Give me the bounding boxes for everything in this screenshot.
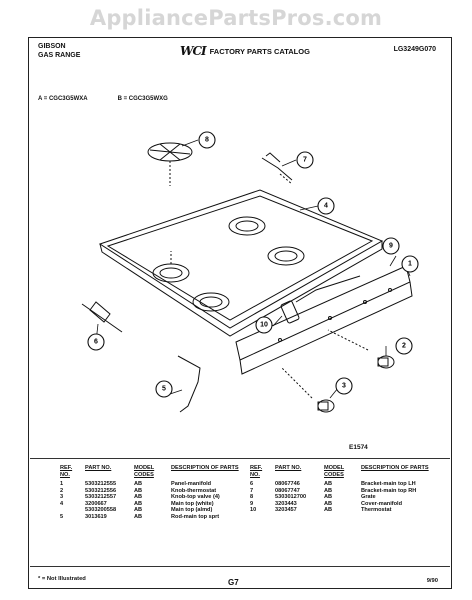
col-part: PART NO. [275,465,302,471]
cell-part: 3200667 [85,500,107,507]
table-row [60,488,242,495]
table-row [60,501,242,508]
cell-desc: Grate [361,494,376,501]
table-row [60,507,242,514]
cell-desc: Bracket-main top RH [361,487,417,494]
bracket-rh-drawing [262,153,292,184]
cell-model: AB [324,487,333,494]
callout-1-label: 1 [408,260,412,268]
cell-model: AB [134,507,143,514]
callout-8-label: 8 [205,136,209,144]
col-model: MODEL CODES [134,465,155,478]
callout-8 [199,132,215,148]
exploded-parts-diagram [30,106,440,446]
cell-ref: 5 [60,513,64,520]
watermark: AppliancePartsPros.com [89,6,383,30]
table-row [250,507,432,514]
cell-part: 5303012700 [275,494,307,501]
callout-4-label: 4 [324,202,328,210]
callout-9 [383,238,399,254]
catalog-title: FACTORY PARTS CATALOG [209,46,310,56]
cell-ref: 10 [250,507,257,514]
table-row [250,494,432,501]
rod-drawing [178,356,200,412]
col-desc: DESCRIPTION OF PARTS [171,465,239,471]
callout-1 [402,256,418,272]
cell-part: 08067747 [275,487,300,494]
table-row [60,481,242,488]
cell-ref: 2 [60,487,64,494]
cell-desc: Bracket-main top LH [361,481,416,487]
document-number: LG3249G070 [393,46,436,53]
cell-part: 3203443 [275,500,297,507]
col-model: MODEL CODES [324,465,345,478]
callout-10 [256,317,272,333]
model-legend [38,96,168,102]
table-row [250,481,432,488]
cell-part: 5303212556 [85,487,117,494]
callout-6 [88,334,104,350]
brand-block [38,42,80,60]
table-row [60,494,242,501]
col-ref: REF. NO. [250,465,263,478]
callout-2 [396,338,412,354]
cell-ref: 4 [60,500,64,507]
cell-ref: 6 [250,481,254,487]
footnote: * = Not Illustrated [38,576,86,582]
cell-model: AB [134,513,143,520]
table-row [250,488,432,495]
callout-9-label: 9 [389,242,393,250]
cell-part: 5303212555 [85,481,117,487]
print-date: 9/90 [426,578,438,584]
grate-drawing [148,143,192,186]
parts-table-right [250,465,432,514]
cell-desc: Panel-manifold [171,481,212,487]
col-part: PART NO. [85,465,112,471]
cell-model: AB [134,494,143,501]
callout-10-label: 10 [260,321,268,329]
cell-desc: Rod-main top sprt [171,513,220,520]
cell-model: AB [324,500,333,507]
knob-thermostat-drawing [328,330,394,368]
cell-desc: Cover-manifold [361,500,403,507]
col-desc: DESCRIPTION OF PARTS [361,465,429,471]
callout-4 [318,198,334,214]
figure-code: E1574 [349,444,368,451]
cell-desc: Main top (white) [171,500,214,507]
table-row [60,514,242,521]
cell-ref: 9 [250,500,254,507]
cell-part: 3203457 [275,507,297,514]
cell-ref: 8 [250,494,254,501]
callout-7 [297,152,313,168]
cell-model: AB [134,487,143,494]
cell-desc: Knob-top valve (4) [171,494,220,501]
model-b: B = CGC3G5WXG [117,96,168,102]
callout-3-label: 3 [342,382,346,390]
cell-desc: Thermostat [361,507,392,514]
cell-ref [60,507,85,514]
callout-5 [156,381,172,397]
cell-part: 5303212557 [85,494,117,501]
callout-7-label: 7 [303,156,307,164]
cell-model: AB [324,481,333,487]
cell-ref: 3 [60,494,64,501]
callout-6-label: 6 [94,338,98,346]
wci-logo: WCI [180,44,206,58]
brand-name: GIBSON [38,43,66,50]
callout-5-label: 5 [162,385,166,393]
table-top-rule [30,458,450,459]
cell-ref: 7 [250,487,254,494]
product-type: GAS RANGE [38,52,81,59]
cell-part: 5303200558 [85,507,117,514]
cell-part: 3013619 [85,513,107,520]
catalog-header [180,44,310,58]
table-bottom-rule [30,566,450,567]
cell-desc: Main top (almd) [171,507,213,514]
cell-model: AB [324,507,333,514]
cell-part: 08067746 [275,481,300,487]
model-a: A = CGC3G5WXA [38,96,88,102]
cell-model: AB [324,494,333,501]
bracket-lh-drawing [82,302,122,332]
col-ref: REF. NO. [60,465,73,478]
knob-valve-drawing [282,368,334,412]
cell-ref: 1 [60,481,64,487]
callout-3 [336,378,352,394]
page-number: G7 [228,578,239,587]
cell-model: AB [134,481,143,487]
callout-2-label: 2 [402,342,406,350]
cell-model: AB [134,500,143,507]
cell-desc: Knob-thermostat [171,487,217,494]
parts-table-left [60,465,242,521]
table-row [250,501,432,508]
